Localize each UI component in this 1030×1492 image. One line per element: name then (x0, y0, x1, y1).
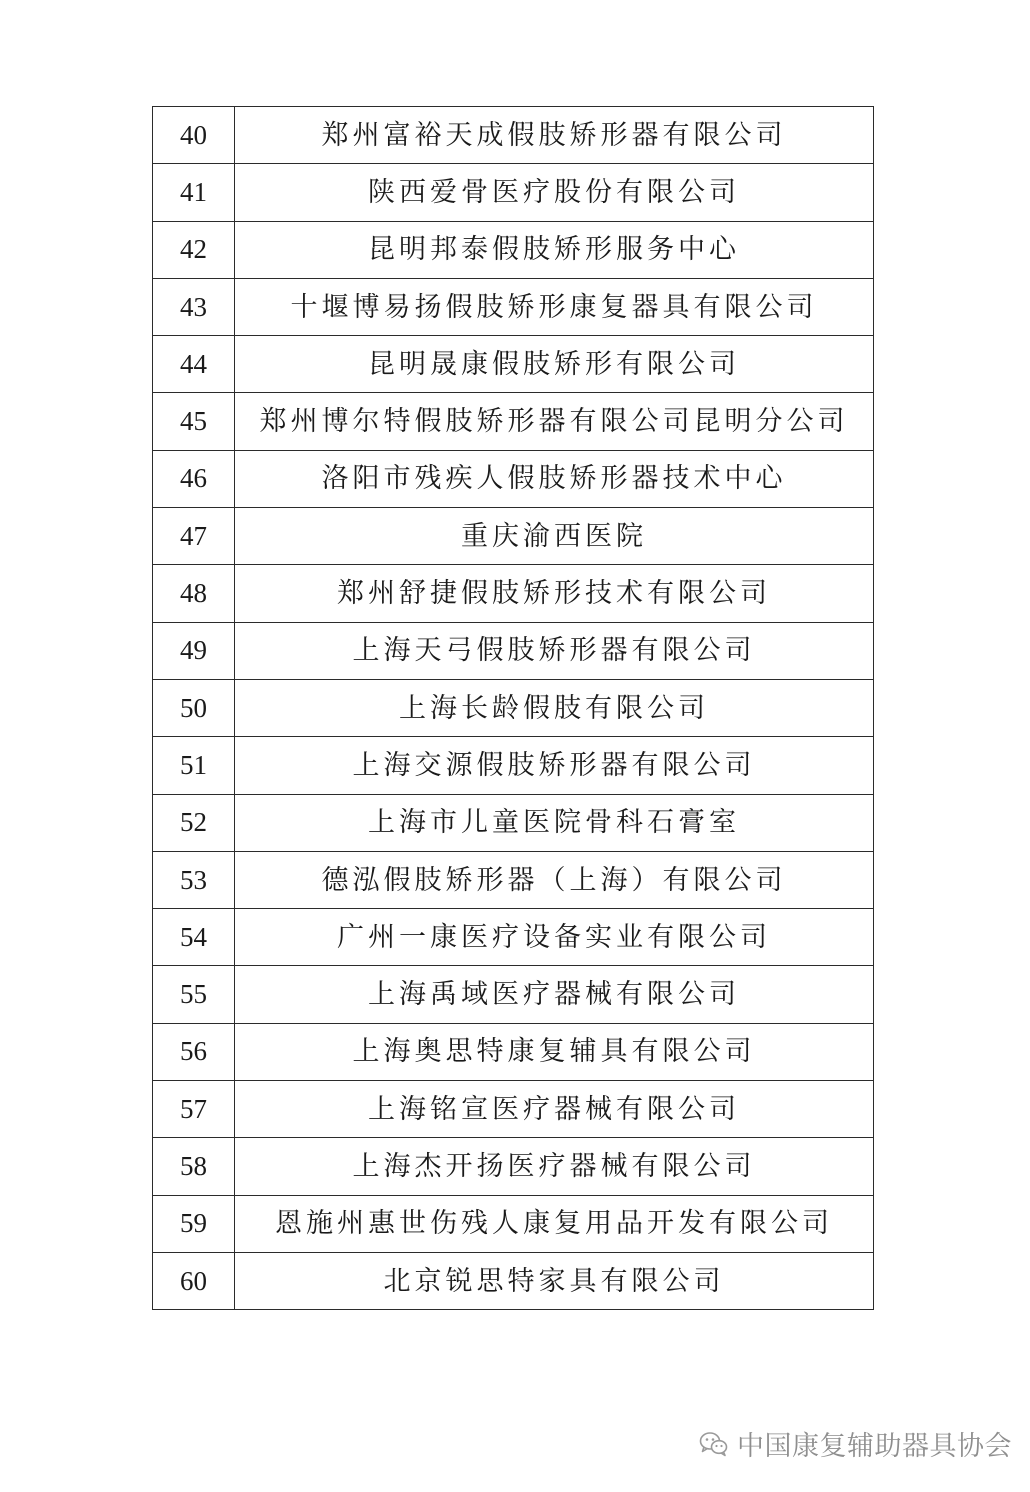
table-row (153, 221, 874, 278)
organization-name-cell: 郑州舒捷假肢矫形技术有限公司 (235, 565, 874, 622)
row-number-cell: 41 (153, 164, 235, 221)
row-number-cell: 58 (153, 1138, 235, 1195)
row-number-cell: 49 (153, 622, 235, 679)
organization-name-cell: 上海交源假肢矫形器有限公司 (235, 737, 874, 794)
organization-name-cell: 恩施州惠世伤残人康复用品开发有限公司 (235, 1195, 874, 1252)
organization-name-cell: 上海杰开扬医疗器械有限公司 (235, 1138, 874, 1195)
row-number-cell: 55 (153, 966, 235, 1023)
row-number-cell: 60 (153, 1252, 235, 1309)
table-row (153, 393, 874, 450)
wechat-watermark (699, 1424, 1012, 1463)
organization-name-cell: 郑州博尔特假肢矫形器有限公司昆明分公司 (235, 393, 874, 450)
table-row (153, 1023, 874, 1080)
organization-name-cell: 昆明邦泰假肢矫形服务中心 (235, 221, 874, 278)
watermark-text: 中国康复辅助器具协会 (737, 1431, 1012, 1462)
organization-name-cell: 德泓假肢矫形器（上海）有限公司 (235, 851, 874, 908)
table-row (153, 1195, 874, 1252)
organization-table-body (153, 107, 874, 1310)
row-number-cell: 46 (153, 450, 235, 507)
row-number-cell: 51 (153, 737, 235, 794)
table-row (153, 966, 874, 1023)
row-number-cell: 45 (153, 393, 235, 450)
organization-name-cell: 上海长龄假肢有限公司 (235, 679, 874, 736)
row-number-cell: 54 (153, 909, 235, 966)
organization-name-cell: 昆明晟康假肢矫形有限公司 (235, 336, 874, 393)
table-row (153, 336, 874, 393)
row-number-cell: 42 (153, 221, 235, 278)
row-number-cell: 47 (153, 508, 235, 565)
table-row (153, 794, 874, 851)
row-number-cell: 40 (153, 107, 235, 164)
row-number-cell: 53 (153, 851, 235, 908)
row-number-cell: 43 (153, 278, 235, 335)
organization-name-cell: 洛阳市残疾人假肢矫形器技术中心 (235, 450, 874, 507)
organization-table (152, 106, 874, 1310)
table-row (153, 622, 874, 679)
organization-name-cell: 上海铭宣医疗器械有限公司 (235, 1081, 874, 1138)
table-row (153, 508, 874, 565)
table-row (153, 851, 874, 908)
organization-name-cell: 广州一康医疗设备实业有限公司 (235, 909, 874, 966)
wechat-icon (699, 1431, 729, 1457)
organization-name-cell: 上海天弓假肢矫形器有限公司 (235, 622, 874, 679)
table-row (153, 565, 874, 622)
row-number-cell: 44 (153, 336, 235, 393)
table-row (153, 1252, 874, 1309)
organization-name-cell: 上海市儿童医院骨科石膏室 (235, 794, 874, 851)
table-row (153, 164, 874, 221)
row-number-cell: 59 (153, 1195, 235, 1252)
organization-name-cell: 陕西爱骨医疗股份有限公司 (235, 164, 874, 221)
organization-name-cell: 十堰博易扬假肢矫形康复器具有限公司 (235, 278, 874, 335)
table-row (153, 1081, 874, 1138)
table-row (153, 737, 874, 794)
row-number-cell: 57 (153, 1081, 235, 1138)
organization-name-cell: 重庆渝西医院 (235, 508, 874, 565)
table-row (153, 278, 874, 335)
table-row (153, 107, 874, 164)
table-row (153, 909, 874, 966)
table-row (153, 679, 874, 736)
row-number-cell: 50 (153, 679, 235, 736)
organization-name-cell: 上海禹域医疗器械有限公司 (235, 966, 874, 1023)
table-row (153, 1138, 874, 1195)
organization-name-cell: 上海奥思特康复辅具有限公司 (235, 1023, 874, 1080)
organization-name-cell: 郑州富裕天成假肢矫形器有限公司 (235, 107, 874, 164)
table-row (153, 450, 874, 507)
row-number-cell: 56 (153, 1023, 235, 1080)
organization-name-cell: 北京锐思特家具有限公司 (235, 1252, 874, 1309)
row-number-cell: 52 (153, 794, 235, 851)
row-number-cell: 48 (153, 565, 235, 622)
